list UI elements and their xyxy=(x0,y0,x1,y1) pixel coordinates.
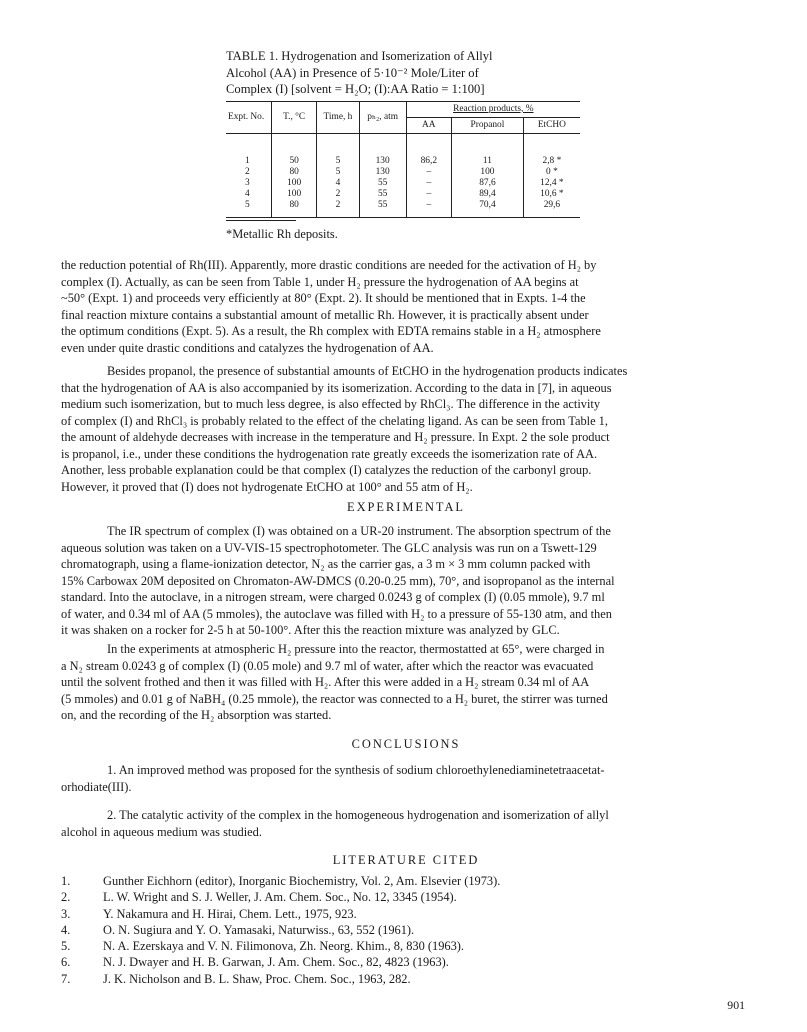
caption-line: Alcohol (AA) in Presence of 5·10⁻² Mole/Liter of xyxy=(226,65,479,80)
table-cell: 130 xyxy=(375,166,390,177)
text-line: the optimum conditions (Expt. 5). As a result, the Rh complex with EDTA remains stable in a H₂ atmosphere xyxy=(61,324,601,338)
table-caption xyxy=(226,48,586,98)
paragraph-2 xyxy=(61,363,751,495)
table-cell: 55 xyxy=(377,177,388,188)
experimental-heading: EXPERIMENTAL xyxy=(347,500,465,514)
table-1 xyxy=(226,48,586,242)
table-cell: 4 xyxy=(245,188,250,199)
reference-text: O. N. Sugiura and Y. O. Yamasaki, Naturwiss., 63, 552 (1961). xyxy=(103,922,415,937)
reference-item xyxy=(61,971,751,987)
col-etcho xyxy=(523,133,580,217)
reference-text: N. J. Dwayer and H. B. Garwan, J. Am. Chem. Soc., 82, 4823 (1963). xyxy=(103,955,449,970)
table-cell: 11 xyxy=(482,155,492,166)
col-aa xyxy=(406,133,451,217)
text-line: However, it proved that (I) does not hydrogenate EtCHO at 100° and 55 atm of H₂. xyxy=(61,479,473,494)
table-cell: 100 xyxy=(287,188,302,199)
header-etcho: EtCHO xyxy=(537,119,566,130)
paragraph-3 xyxy=(61,523,751,639)
header-aa: AA xyxy=(406,117,451,133)
reference-list xyxy=(61,873,751,987)
table-cell: 29,6 xyxy=(543,199,561,210)
text-line: until the solvent frothed and then it was filled with H₂. After this were added in a H₂ stream 0.34 ml of AA xyxy=(61,675,590,689)
caption-line: TABLE 1. Hydrogenation and Isomerization of Allyl xyxy=(226,49,493,63)
header-pressure: pₕ₂, atm xyxy=(359,101,406,133)
table-cell: 55 xyxy=(377,188,388,199)
table-cell: 70,4 xyxy=(479,199,496,210)
table-cell: 1 xyxy=(245,155,250,166)
text-line: aqueous solution was taken on a UV-VIS-15 spectrophotometer. The GLC analysis was run on a Tswett-129 xyxy=(61,540,597,555)
text-line: is propanol, i.e., under these conditions the hydrogenation rate greatly exceeds the isomerization rate of AA. xyxy=(61,446,598,461)
text-line: that the hydrogenation of AA is also accompanied by its isomerization. According to the data in [7], in aqueous xyxy=(61,380,612,395)
text-line: on, and the recording of the H₂ absorption was started. xyxy=(61,708,332,722)
table-cell: 4 xyxy=(335,177,341,188)
text-line: the amount of aldehyde decreases with increase in the temperature and H₂ pressure. In Expt. 2 the sole product xyxy=(61,430,610,444)
reference-number: 6. xyxy=(61,955,71,970)
text-line: 2. The catalytic activity of the complex in the homogeneous hydrogenation and isomerization of allyl xyxy=(107,808,609,822)
text-line: The IR spectrum of complex (I) was obtained on a UR-20 instrument. The absorption spectrum of the xyxy=(107,524,611,538)
footnote-rule xyxy=(226,220,296,221)
col-propanol xyxy=(452,133,524,217)
conclusion-1 xyxy=(61,762,751,795)
reference-item xyxy=(61,889,751,905)
table-cell: 55 xyxy=(377,199,388,210)
table-cell: 2 xyxy=(245,166,250,177)
reference-number: 4. xyxy=(61,922,71,937)
table-cell: 5 xyxy=(335,166,341,177)
table-cell: 2 xyxy=(335,199,341,210)
table-cell: 5 xyxy=(245,199,250,210)
table-cell: 130 xyxy=(375,155,390,166)
reference-item xyxy=(61,938,751,954)
header-time: Time, h xyxy=(317,101,359,133)
table-cell: 80 xyxy=(289,199,299,210)
reference-number: 1. xyxy=(61,874,71,888)
text-line: medium such isomerization, but to much less degree, is also effected by RhCl₃. The difference in the activity xyxy=(61,397,601,411)
table-cell: – xyxy=(426,199,432,210)
col-temp xyxy=(272,133,317,217)
reference-number: 3. xyxy=(61,906,71,921)
reference-item xyxy=(61,954,751,970)
col-expt xyxy=(226,133,272,217)
text-line: of complex (I) and RhCl₃ is probably related to the effect of the chelating ligand. As can be seen from Table 1, xyxy=(61,413,608,428)
conclusion-2 xyxy=(61,807,751,840)
caption-line: Complex (I) [solvent = H₂O; (I):AA Ratio = 1:100] xyxy=(226,82,485,96)
col-pressure xyxy=(359,133,406,217)
text-line: standard. Into the autoclave, in a nitrogen stream, were charged 0.0243 g of complex (I) (0.05 mmole), 9.7 ml xyxy=(61,590,605,604)
reference-text: Gunther Eichhorn (editor), Inorganic Biochemistry, Vol. 2, Am. Elsevier (1973). xyxy=(103,874,501,888)
table-cell: 12,4 * xyxy=(540,177,564,188)
header-temp: T., °C xyxy=(272,101,317,133)
table-cell: 80 xyxy=(289,166,299,177)
paragraph-4 xyxy=(61,641,751,724)
header-expt: Expt. No. xyxy=(226,101,272,133)
table-cell: 2,8 * xyxy=(542,155,562,166)
text-line: 1. An improved method was proposed for the synthesis of sodium chloroethylenediaminetetraacetat- xyxy=(107,763,605,777)
text-line: orhodiate(III). xyxy=(61,779,132,794)
text-line: it was shaken on a rocker for 2-5 h at 50-100°. After this the reaction mixture was analyzed by GLC. xyxy=(61,623,560,637)
table-cell: 10,6 * xyxy=(540,188,564,199)
table-cell: 2 xyxy=(335,188,341,199)
table-cell: 89,4 xyxy=(479,188,496,199)
reference-number: 2. xyxy=(61,890,71,905)
table-cell: – xyxy=(426,166,432,177)
reference-item xyxy=(61,922,751,938)
text-line: of water, and 0.34 ml of AA (5 mmoles), the autoclave was filled with H₂ to a pressure of 55-130 atm, and then xyxy=(61,606,612,621)
header-propanol: Propanol xyxy=(452,117,524,133)
table-cell: 3 xyxy=(245,177,250,188)
text-line: Besides propanol, the presence of substantial amounts of EtCHO in the hydrogenation products indicates xyxy=(107,364,628,378)
text-line: 15% Carbowax 20M deposited on Chromaton-AW-DMCS (0.20-0.25 mm), 70°, and isopropanol as the internal xyxy=(61,573,615,588)
table-cell: – xyxy=(426,188,432,199)
reference-number: 5. xyxy=(61,939,71,954)
paragraph-1 xyxy=(61,257,751,356)
table-cell: 86,2 xyxy=(420,155,438,166)
literature-heading: LITERATURE CITED xyxy=(332,853,480,867)
reference-number: 7. xyxy=(61,971,71,986)
reference-item xyxy=(61,873,751,889)
text-line: final reaction mixture contains a substantial amount of metallic Rh. However, it is practically absent under xyxy=(61,307,589,322)
results-table xyxy=(226,101,580,218)
table-cell: 50 xyxy=(289,155,299,166)
text-line: a N₂ stream 0.0243 g of complex (I) (0.05 mole) and 9.7 ml of water, after which the reactor was evacuated xyxy=(61,658,594,673)
page-number: 901 xyxy=(727,998,745,1012)
col-time xyxy=(317,133,359,217)
text-line: the reduction potential of Rh(III). Apparently, more drastic conditions are needed for the activation of H₂ by xyxy=(61,258,597,272)
text-line: In the experiments at atmospheric H₂ pressure into the reactor, thermostatted at 65°, were charged in xyxy=(107,642,605,656)
table-cell: – xyxy=(426,177,432,188)
text-line: chromatograph, using a flame-ionization detector, N₂ as the carrier gas, a 3 m × 3 mm column packed with xyxy=(61,557,591,571)
table-cell: 0 * xyxy=(546,166,558,177)
table-cell: 87,6 xyxy=(479,177,496,188)
table-cell: 100 xyxy=(480,166,495,177)
reference-text: N. A. Ezerskaya and V. N. Filimonova, Zh. Neorg. Khim., 8, 830 (1963). xyxy=(103,939,465,954)
reference-item xyxy=(61,906,751,922)
table-footnote: *Metallic Rh deposits. xyxy=(226,226,338,241)
conclusions-heading: CONCLUSIONS xyxy=(351,737,461,751)
reference-text: J. K. Nicholson and B. L. Shaw, Proc. Chem. Soc., 1963, 282. xyxy=(103,971,411,986)
text-line: ~50° (Expt. 1) and proceeds very efficiently at 80° (Expt. 2). It should be mentioned that in Expts. 1-4 the xyxy=(61,291,586,305)
reference-text: L. W. Wright and S. J. Weller, J. Am. Chem. Soc., No. 12, 3345 (1954). xyxy=(103,890,457,905)
text-line: Another, less probable explanation could be that complex (I) catalyzes the reduction of the carbonyl group. xyxy=(61,463,592,477)
table-cell: 5 xyxy=(335,155,341,166)
table-cell: 100 xyxy=(287,177,302,188)
text-line: complex (I). Actually, as can be seen from Table 1, under H₂ pressure the hydrogenation of AA begins at xyxy=(61,274,579,289)
text-line: even under quite drastic conditions and catalyzes the hydrogenation of AA. xyxy=(61,340,434,355)
text-line: alcohol in aqueous medium was studied. xyxy=(61,824,262,839)
header-products: Reaction products, % xyxy=(406,101,580,117)
reference-text: Y. Nakamura and H. Hirai, Chem. Lett., 1975, 923. xyxy=(103,906,357,921)
text-line: (5 mmoles) and 0.01 g of NaBH₄ (0.25 mmole), the reactor was connected to a H₂ buret, the stirrer was turned xyxy=(61,691,608,706)
